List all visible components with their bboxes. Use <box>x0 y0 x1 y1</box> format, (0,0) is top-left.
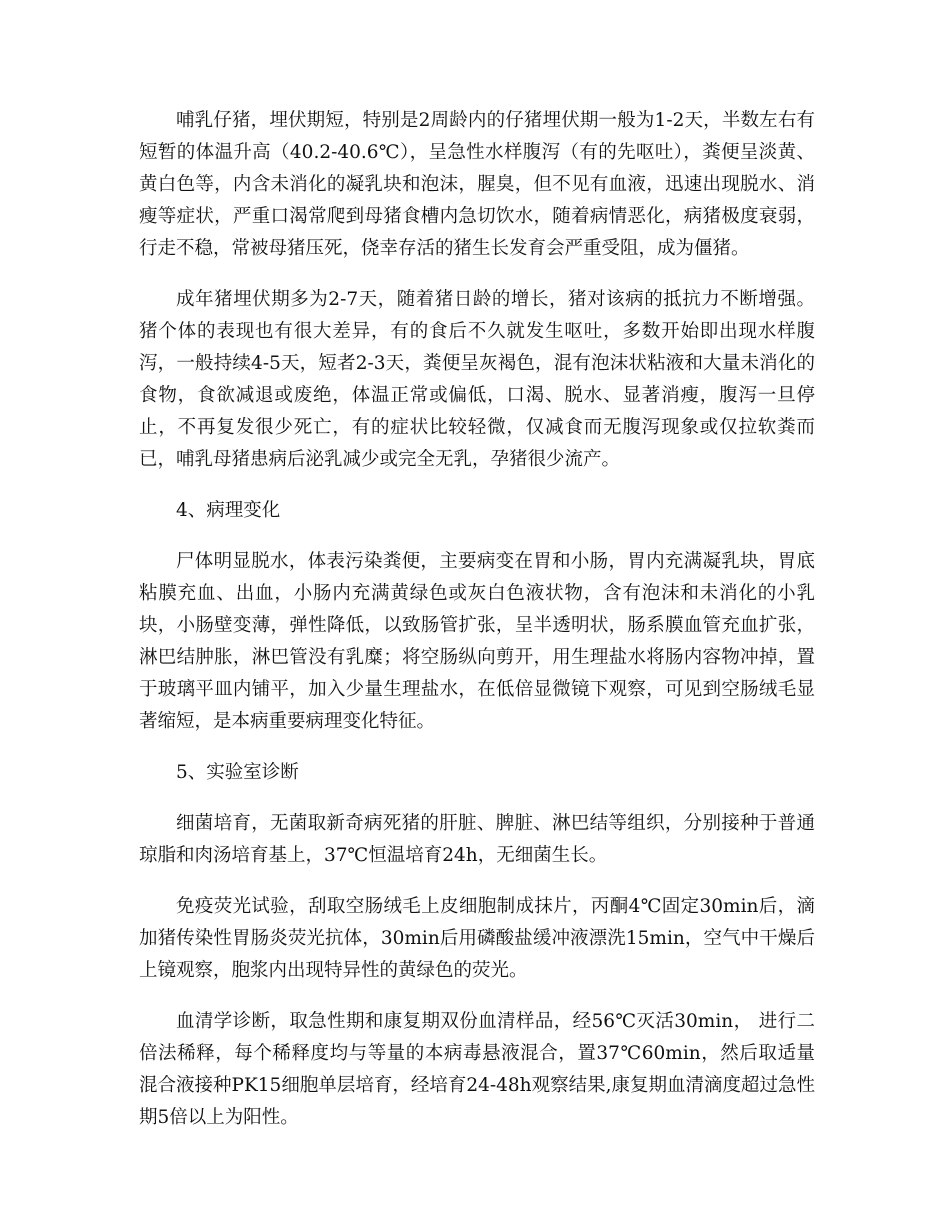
paragraph-bacterial-culture: 细菌培育，无菌取新奇病死猪的肝脏、脾脏、淋巴结等组织，分别接种于普通琼脂和肉汤培育基上，37℃恒温培育24h，无细菌生长。 <box>139 813 815 866</box>
heading-lab-diagnosis: 5、实验室诊断 <box>176 762 299 783</box>
paragraph-immunofluorescence: 免疫荧光试验，刮取空肠绒毛上皮细胞制成抹片，丙酮4℃固定30min后，滴加猪传染性胃肠炎荧光抗体，30min后用磷酸盐缓冲液漂洗15min，空气中干燥后上镜观察，胞浆内出现特异性的黄绿色的荧光。 <box>139 896 815 981</box>
paragraph-pathology: 尸体明显脱水，体表污染粪便，主要病变在胃和小肠，胃内充满凝乳块，胃底粘膜充血、出血，小肠内充满黄绿色或灰白色液状物，含有泡沫和未消化的小乳块，小肠壁变薄，弹性降低，以致肠管扩张，呈半透明状，肠系膜血管充血扩张，淋巴结肿胀，淋巴管没有乳糜；将空肠纵向剪开，用生理盐水将肠内容物冲掉，置于玻璃平皿内铺平，加入少量生理盐水，在低倍显微镜下观察，可见到空肠绒毛显著缩短，是本病重要病理变化特征。 <box>139 551 815 732</box>
paragraph-adult-pigs: 成年猪埋伏期多为2-7天，随着猪日龄的增长，猪对该病的抵抗力不断增强。猪个体的表现也有很大差异，有的食后不久就发生呕吐，多数开始即出现水样腹泻，一般持续4-5天，短者2-3天，粪便呈灰褐色，混有泡沫状粘液和大量未消化的食物，食欲减退或废绝，体温正常或偏低，口渴、脱水、显著消瘦，腹泻一旦停止，不再复发很少死亡，有的症状比较轻微，仅减食而无腹泻现象或仅拉软粪而已，哺乳母猪患病后泌乳减少或完全无乳，孕猪很少流产。 <box>139 289 815 470</box>
heading-pathology: 4、病理变化 <box>176 500 281 521</box>
paragraph-serology: 血清学诊断，取急性期和康复期双份血清样品，经56℃灭活30min， 进行二倍法稀释，每个稀释度均与等量的本病毒悬液混合，置37℃60min，然后取适量混合液接种PK15细胞单层培育，经培育24-48h观察结果,康复期血清滴度超过急性期5倍以上为阳性。 <box>139 1011 815 1128</box>
document-page <box>139 105 815 1134</box>
paragraph-suckling-piglets: 哺乳仔猪，埋伏期短，特别是2周龄内的仔猪埋伏期一般为1-2天，半数左右有短暂的体温升高（40.2-40.6℃），呈急性水样腹泻（有的先呕吐），粪便呈淡黄、黄白色等，内含未消化的凝乳块和泡沫，腥臭，但不见有血液，迅速出现脱水、消瘦等症状，严重口渴常爬到母猪食槽内急切饮水，随着病情恶化，病猪极度衰弱，行走不稳，常被母猪压死，侥幸存活的猪生长发育会严重受阻，成为僵猪。 <box>139 110 815 259</box>
